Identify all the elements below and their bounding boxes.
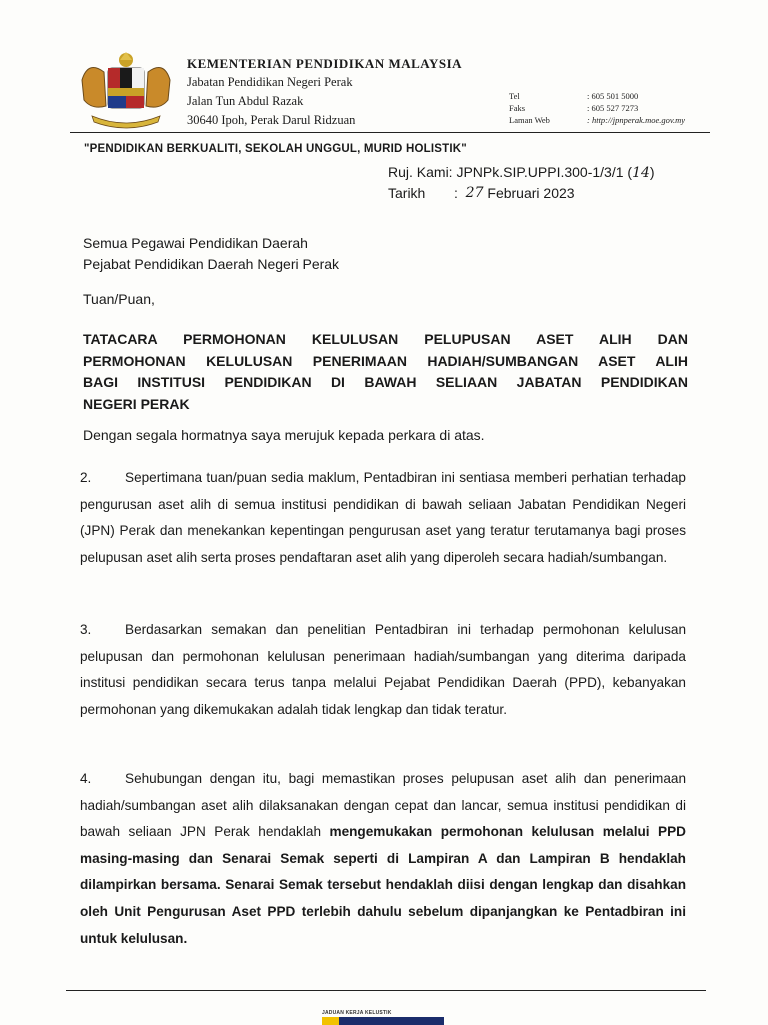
contact-block xyxy=(509,90,685,126)
intro-sentence: Dengan segala hormatnya saya merujuk kepada perkara di atas. xyxy=(83,427,485,443)
salutation: Tuan/Puan, xyxy=(83,291,155,307)
subject-heading: TATACARA PERMOHONAN KELULUSAN PELUPUSAN ASET ALIH DAN PERMOHONAN KELULUSAN PENERIMAAN HADIAH/SUMBANGAN ASET ALIH BAGI INSTITUSI PENDIDIKAN DI BAWAH SELIAAN JABATAN PENDIDIKAN NEGERI PERAK xyxy=(83,331,688,412)
motto: "PENDIDIKAN BERKUALITI, SEKOLAH UNGGUL, MURID HOLISTIK" xyxy=(84,143,467,155)
paragraph-4 xyxy=(80,766,686,952)
paragraph-number: 3. xyxy=(80,622,92,637)
recipient-line: Semua Pegawai Pendidikan Daerah xyxy=(83,235,308,251)
handwritten-day: 27 xyxy=(465,185,484,201)
coat-of-arms-logo xyxy=(74,50,178,132)
contact-website: Laman Web : http://jpnperak.moe.gov.my xyxy=(509,115,686,125)
paragraph-number: 2. xyxy=(80,470,92,485)
footer-logo-caption: JADUAN KERJA KELUSTIK xyxy=(322,1010,392,1016)
paragraph-text: Sehubungan dengan itu, bagi memastikan proses pelupusan aset alih dan penerimaan hadiah/sumbangan aset alih dilaksanakan dengan cepat dan lancar, semua institusi pendidikan di bawah seliaan JPN Perak hendaklah xyxy=(80,771,686,840)
reference-number: Ruj. Kami: JPNPk.SIP.UPPI.300-1/3/1 (14) xyxy=(388,164,655,181)
paragraph-text: Sepertimana tuan/puan sedia maklum, Pentadbiran ini sentiasa memberi perhatian terhadap pengurusan aset alih di semua institusi pendidikan di bawah seliaan Jabatan Pendidikan Negeri (JPN) Perak dan menekankan kepentingan pengurusan aset yang teratur terutamanya bagi proses pelupusan aset alih serta proses pendaftaran aset alih yang diperoleh secara hadiah/sumbangan. xyxy=(80,470,686,565)
address-line: 30640 Ipoh, Perak Darul Ridzuan xyxy=(187,113,356,127)
ministry-name: KEMENTERIAN PENDIDIKAN MALAYSIA xyxy=(187,56,463,71)
header-divider xyxy=(70,132,710,133)
paragraph-2 xyxy=(80,465,686,571)
date-line: Tarikh : 27 Februari 2023 xyxy=(388,185,575,201)
reference-block xyxy=(388,162,655,203)
paragraph-bold-text: mengemukakan permohonan kelulusan melalui PPD masing-masing dan Senarai Semak seperti di Lampiran A dan Lampiran B hendaklah dilampirkan bersama. Senarai Semak tersebut hendaklah diisi dengan lengkap dan disahkan oleh Unit Pengurusan Aset PPD terlebih dahulu sebelum dipanjangkan ke Pentadbiran ini untuk kelulusan. xyxy=(80,824,686,946)
footer-divider xyxy=(66,990,706,991)
recipient-block xyxy=(83,233,339,275)
recipient-line: Pejabat Pendidikan Daerah Negeri Perak xyxy=(83,256,340,272)
paragraph-number: 4. xyxy=(80,771,92,786)
letterhead-block xyxy=(187,54,462,130)
paragraph-text: Berdasarkan semakan dan penelitian Pentadbiran ini terhadap permohonan kelulusan pelupusan dan permohonan kelulusan penerimaan hadiah/sumbangan yang diterima daripada institusi pendidikan secara terus tanpa melalui Pejabat Pendidikan Daerah (PPD), kebanyakan permohonan yang dikemukakan adalah tidak lengkap dan tidak teratur. xyxy=(80,622,686,717)
contact-tel: Tel : 605 501 5000 xyxy=(509,91,639,101)
contact-fax: Faks : 605 527 7273 xyxy=(509,103,639,113)
address-line: Jalan Tun Abdul Razak xyxy=(187,94,304,108)
address-line: Jabatan Pendidikan Negeri Perak xyxy=(187,75,353,89)
handwritten-number: 14 xyxy=(632,165,650,181)
paragraph-3 xyxy=(80,617,686,723)
footer-logo xyxy=(322,1010,450,1024)
